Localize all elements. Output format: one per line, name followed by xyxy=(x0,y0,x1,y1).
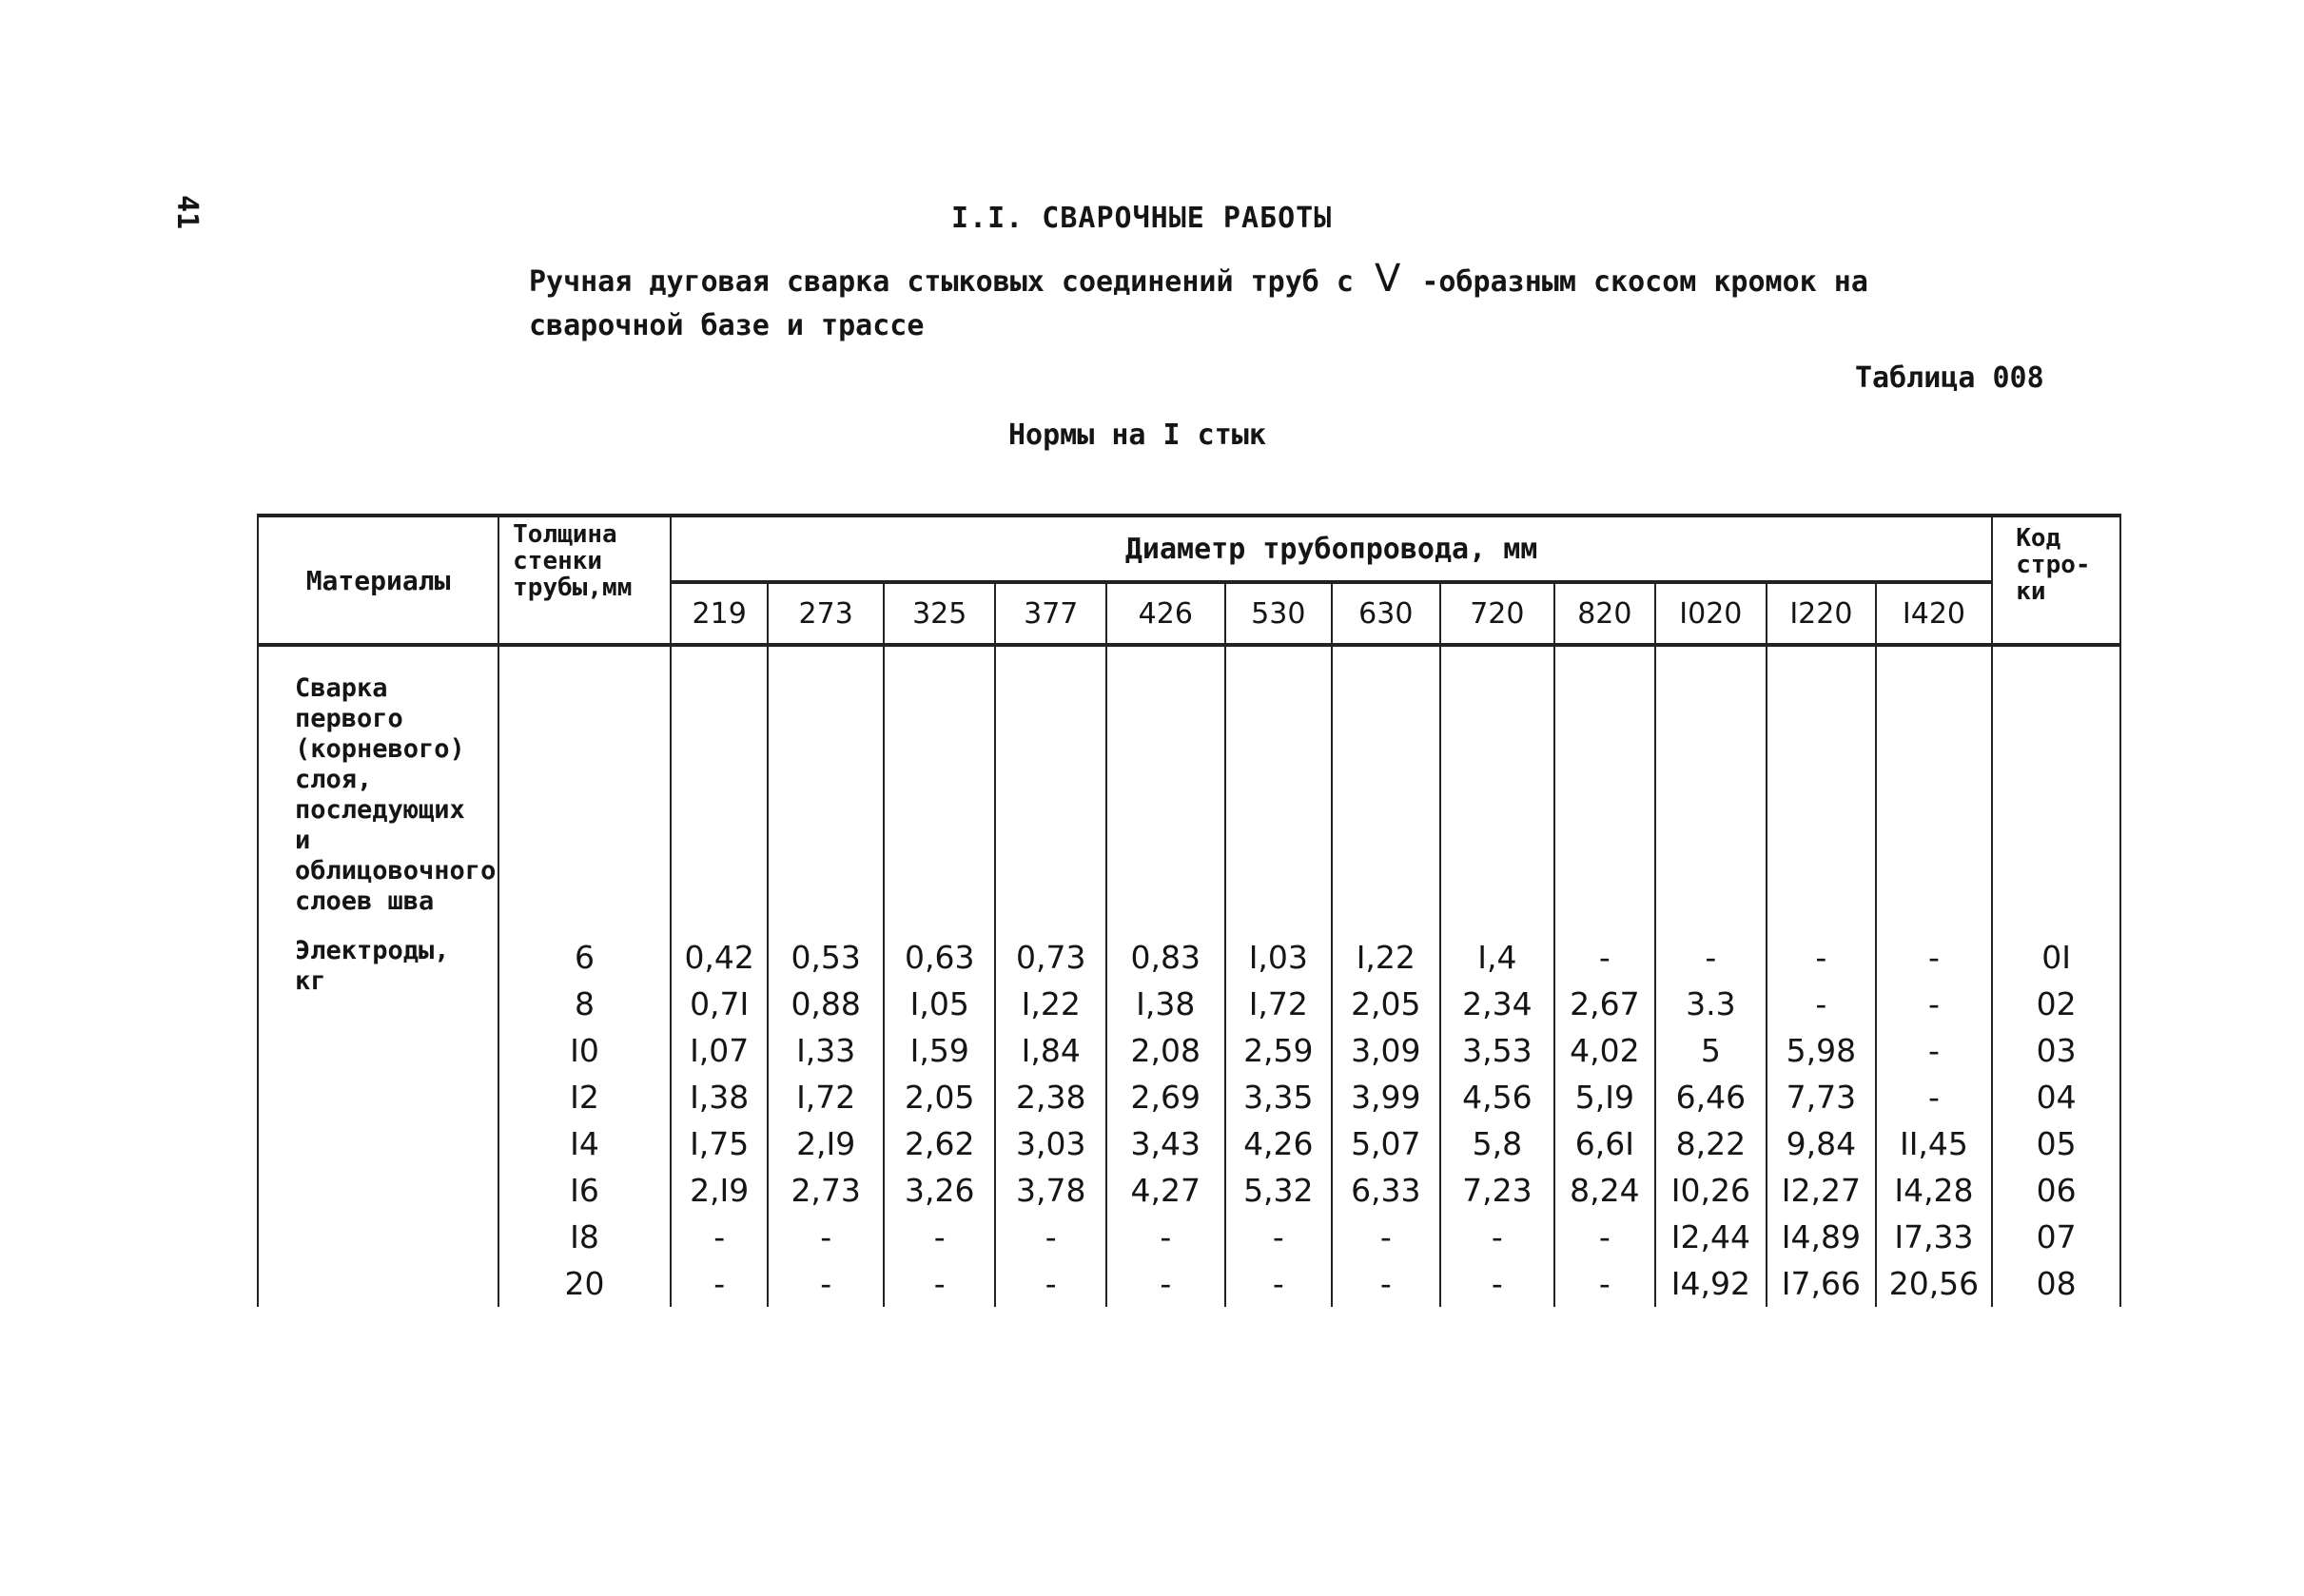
value-cell: 4,26 xyxy=(1225,1120,1333,1167)
value-cell: 3,35 xyxy=(1225,1074,1333,1120)
value-cell: I2,27 xyxy=(1767,1167,1876,1214)
value-cell: 7,73 xyxy=(1767,1074,1876,1120)
value-cell: 2,05 xyxy=(884,1074,996,1120)
empty-cell xyxy=(1440,645,1555,934)
value-cell: - xyxy=(1876,934,1993,981)
value-cell: I,33 xyxy=(768,1027,884,1074)
value-cell: - xyxy=(884,1214,996,1260)
row-code-cell: 0I xyxy=(1992,934,2120,981)
row-code-cell: 03 xyxy=(1992,1027,2120,1074)
v-groove-mark: V xyxy=(1374,257,1401,301)
value-cell: 4,27 xyxy=(1106,1167,1225,1214)
value-cell: - xyxy=(1767,934,1876,981)
value-cell: 3,03 xyxy=(995,1120,1106,1167)
diameter-header-1220: I220 xyxy=(1767,582,1876,645)
table-row-description xyxy=(258,645,2120,934)
value-cell: I,72 xyxy=(1225,981,1333,1027)
value-cell: - xyxy=(1225,1260,1333,1307)
value-cell: 2,I9 xyxy=(671,1167,768,1214)
row-code-cell: 05 xyxy=(1992,1120,2120,1167)
value-cell: - xyxy=(1440,1214,1555,1260)
value-cell: 2,34 xyxy=(1440,981,1555,1027)
value-cell: II,45 xyxy=(1876,1120,1993,1167)
diameter-header-377: 377 xyxy=(995,582,1106,645)
value-cell: 5,8 xyxy=(1440,1120,1555,1167)
diameter-header-820: 820 xyxy=(1554,582,1654,645)
page-number: 41 xyxy=(170,195,204,230)
diameter-header-325: 325 xyxy=(884,582,996,645)
section-title: I.I. СВАРОЧНЫЕ РАБОТЫ xyxy=(951,202,1333,235)
table-row xyxy=(258,1260,2120,1307)
value-cell: - xyxy=(768,1214,884,1260)
value-cell: I,4 xyxy=(1440,934,1555,981)
subtitle-part-1: Ручная дуговая сварка стыковых соединений труб с xyxy=(529,265,1354,299)
value-cell: - xyxy=(1876,1074,1993,1120)
empty-cell xyxy=(1767,645,1876,934)
table-row xyxy=(258,981,2120,1027)
value-cell: I,38 xyxy=(1106,981,1225,1027)
thickness-cell: I2 xyxy=(498,1074,671,1120)
thickness-cell: 8 xyxy=(498,981,671,1027)
value-cell: 3,09 xyxy=(1332,1027,1440,1074)
value-cell: 8,24 xyxy=(1554,1167,1654,1214)
thickness-cell: 6 xyxy=(498,934,671,981)
value-cell: I4,92 xyxy=(1655,1260,1767,1307)
value-cell: 2,69 xyxy=(1106,1074,1225,1120)
thickness-cell: I4 xyxy=(498,1120,671,1167)
diameter-header-1420: I420 xyxy=(1876,582,1993,645)
value-cell: I,05 xyxy=(884,981,996,1027)
header-diameter-group: Диаметр трубопровода, мм xyxy=(671,516,1992,582)
value-cell: 2,73 xyxy=(768,1167,884,1214)
table-subtitle xyxy=(529,257,1908,348)
value-cell: 0,7I xyxy=(671,981,768,1027)
value-cell: I,72 xyxy=(768,1074,884,1120)
value-cell: 2,67 xyxy=(1554,981,1654,1027)
value-cell: 9,84 xyxy=(1767,1120,1876,1167)
section-description: Сварка первого (корневого) слоя, последующих и облицовочного слоев шва xyxy=(258,645,498,934)
value-cell: 3,53 xyxy=(1440,1027,1555,1074)
value-cell: - xyxy=(1554,1260,1654,1307)
norms-caption: Нормы на I стык xyxy=(1008,418,1266,452)
value-cell: 2,38 xyxy=(995,1074,1106,1120)
value-cell: 3,26 xyxy=(884,1167,996,1214)
value-cell: - xyxy=(1876,1027,1993,1074)
diameter-header-630: 630 xyxy=(1332,582,1440,645)
value-cell: - xyxy=(1106,1260,1225,1307)
material-label: Электроды, кг xyxy=(258,934,498,1307)
value-cell: I,84 xyxy=(995,1027,1106,1074)
value-cell: 5,07 xyxy=(1332,1120,1440,1167)
value-cell: I0,26 xyxy=(1655,1167,1767,1214)
row-code-cell: 07 xyxy=(1992,1214,2120,1260)
value-cell: 20,56 xyxy=(1876,1260,1993,1307)
value-cell: 3,43 xyxy=(1106,1120,1225,1167)
diameter-header-219: 219 xyxy=(671,582,768,645)
header-wall-thickness: Толщина стенки трубы,мм xyxy=(498,516,671,645)
row-code-cell: 02 xyxy=(1992,981,2120,1027)
value-cell: 5 xyxy=(1655,1027,1767,1074)
diameter-header-530: 530 xyxy=(1225,582,1333,645)
value-cell: - xyxy=(768,1260,884,1307)
value-cell: - xyxy=(1225,1214,1333,1260)
value-cell: I4,28 xyxy=(1876,1167,1993,1214)
value-cell: I7,33 xyxy=(1876,1214,1993,1260)
diameter-header-273: 273 xyxy=(768,582,884,645)
thickness-cell: I6 xyxy=(498,1167,671,1214)
value-cell: I,38 xyxy=(671,1074,768,1120)
value-cell: 3,78 xyxy=(995,1167,1106,1214)
row-code-cell: 04 xyxy=(1992,1074,2120,1120)
value-cell: 2,62 xyxy=(884,1120,996,1167)
value-cell: - xyxy=(884,1260,996,1307)
value-cell: - xyxy=(1440,1260,1555,1307)
value-cell: 6,33 xyxy=(1332,1167,1440,1214)
value-cell: I,03 xyxy=(1225,934,1333,981)
empty-cell xyxy=(671,645,768,934)
value-cell: 5,I9 xyxy=(1554,1074,1654,1120)
value-cell: 0,73 xyxy=(995,934,1106,981)
value-cell: 0,42 xyxy=(671,934,768,981)
empty-cell xyxy=(1554,645,1654,934)
value-cell: I4,89 xyxy=(1767,1214,1876,1260)
value-cell: - xyxy=(995,1260,1106,1307)
value-cell: 7,23 xyxy=(1440,1167,1555,1214)
diameter-header-426: 426 xyxy=(1106,582,1225,645)
header-materials: Материалы xyxy=(258,516,498,645)
value-cell: 8,22 xyxy=(1655,1120,1767,1167)
diameter-header-1020: I020 xyxy=(1655,582,1767,645)
empty-cell xyxy=(1332,645,1440,934)
subtitle-part-2: -образным скосом кромок на сварочной базе и трассе xyxy=(529,265,1868,342)
table-row xyxy=(258,1120,2120,1167)
table-row xyxy=(258,1027,2120,1074)
value-cell: 0,63 xyxy=(884,934,996,981)
header-row-code: Код стро- ки xyxy=(1992,516,2120,645)
value-cell: 2,05 xyxy=(1332,981,1440,1027)
value-cell: - xyxy=(1655,934,1767,981)
value-cell: 3,99 xyxy=(1332,1074,1440,1120)
value-cell: 4,56 xyxy=(1440,1074,1555,1120)
empty-cell xyxy=(995,645,1106,934)
value-cell: I,22 xyxy=(1332,934,1440,981)
value-cell: I,75 xyxy=(671,1120,768,1167)
empty-cell xyxy=(1225,645,1333,934)
thickness-cell: I8 xyxy=(498,1214,671,1260)
value-cell: 2,08 xyxy=(1106,1027,1225,1074)
empty-cell xyxy=(1655,645,1767,934)
value-cell: - xyxy=(1554,1214,1654,1260)
table-label: Таблица 008 xyxy=(1855,361,2044,395)
value-cell: - xyxy=(1554,934,1654,981)
value-cell: 2,59 xyxy=(1225,1027,1333,1074)
value-cell: 0,88 xyxy=(768,981,884,1027)
value-cell: 5,98 xyxy=(1767,1027,1876,1074)
value-cell: - xyxy=(1332,1260,1440,1307)
row-code-cell: 06 xyxy=(1992,1167,2120,1214)
empty-cell xyxy=(884,645,996,934)
thickness-cell: I0 xyxy=(498,1027,671,1074)
value-cell: 6,46 xyxy=(1655,1074,1767,1120)
empty-cell xyxy=(498,645,671,934)
table-row xyxy=(258,1167,2120,1214)
table-row xyxy=(258,1214,2120,1260)
value-cell: I,07 xyxy=(671,1027,768,1074)
norms-table xyxy=(257,514,2121,1307)
value-cell: 6,6I xyxy=(1554,1120,1654,1167)
value-cell: - xyxy=(995,1214,1106,1260)
value-cell: 4,02 xyxy=(1554,1027,1654,1074)
value-cell: I2,44 xyxy=(1655,1214,1767,1260)
row-code-cell: 08 xyxy=(1992,1260,2120,1307)
value-cell: 0,53 xyxy=(768,934,884,981)
empty-cell xyxy=(1992,645,2120,934)
thickness-cell: 20 xyxy=(498,1260,671,1307)
empty-cell xyxy=(768,645,884,934)
value-cell: - xyxy=(1106,1214,1225,1260)
value-cell: - xyxy=(1876,981,1993,1027)
value-cell: - xyxy=(1332,1214,1440,1260)
value-cell: 2,I9 xyxy=(768,1120,884,1167)
value-cell: - xyxy=(1767,981,1876,1027)
value-cell: 0,83 xyxy=(1106,934,1225,981)
value-cell: I7,66 xyxy=(1767,1260,1876,1307)
empty-cell xyxy=(1106,645,1225,934)
empty-cell xyxy=(1876,645,1993,934)
value-cell: 3.3 xyxy=(1655,981,1767,1027)
value-cell: - xyxy=(671,1260,768,1307)
table-row xyxy=(258,934,2120,981)
diameter-header-720: 720 xyxy=(1440,582,1555,645)
value-cell: 5,32 xyxy=(1225,1167,1333,1214)
value-cell: I,22 xyxy=(995,981,1106,1027)
value-cell: I,59 xyxy=(884,1027,996,1074)
value-cell: - xyxy=(671,1214,768,1260)
table-row xyxy=(258,1074,2120,1120)
